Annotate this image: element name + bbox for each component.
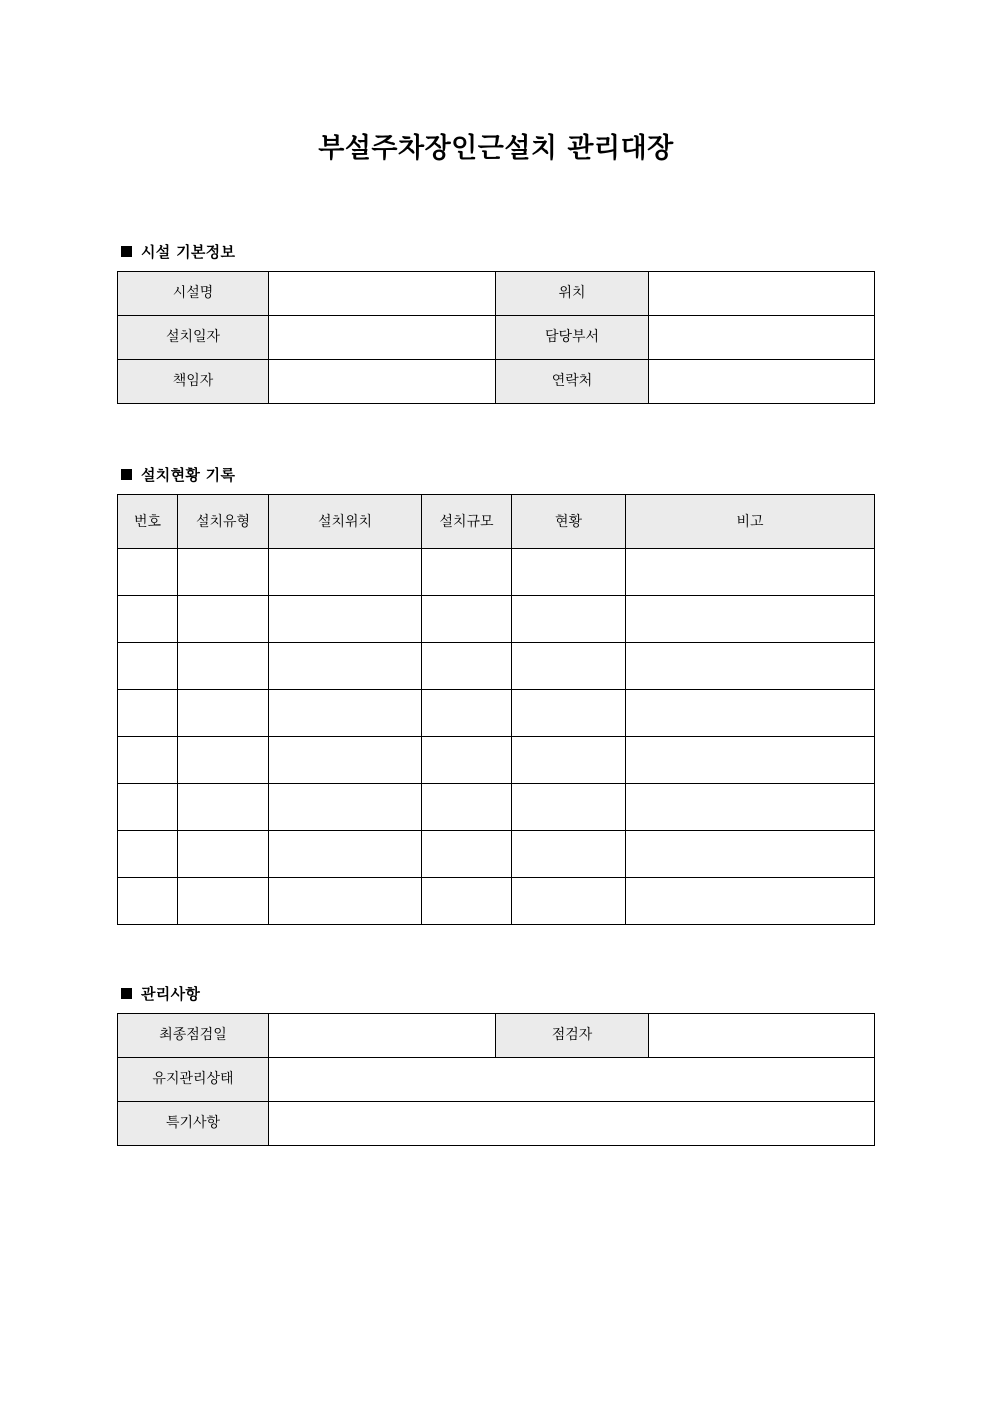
cell-install-scale[interactable] xyxy=(422,689,512,736)
section-facility-basic-info xyxy=(117,241,875,404)
field-label-manager: 책임자 xyxy=(118,359,269,403)
table-row xyxy=(118,1057,875,1101)
cell-install-scale[interactable] xyxy=(422,548,512,595)
table-row xyxy=(118,642,875,689)
spacer-before-section-2 xyxy=(117,404,875,464)
field-value-contact[interactable] xyxy=(649,359,875,403)
square-bullet-icon xyxy=(121,988,132,999)
field-label-install-date: 설치일자 xyxy=(118,315,269,359)
cell-status[interactable] xyxy=(512,736,626,783)
column-header-remarks: 비고 xyxy=(626,494,875,548)
cell-remarks[interactable] xyxy=(626,548,875,595)
cell-install-location[interactable] xyxy=(269,783,422,830)
cell-install-location[interactable] xyxy=(269,877,422,924)
cell-install-scale[interactable] xyxy=(422,877,512,924)
cell-number[interactable] xyxy=(118,689,178,736)
cell-install-location[interactable] xyxy=(269,830,422,877)
cell-number[interactable] xyxy=(118,548,178,595)
table-row xyxy=(118,1101,875,1145)
field-value-department[interactable] xyxy=(649,315,875,359)
section-heading-label: 설치현황 기록 xyxy=(141,465,236,484)
field-value-install-date[interactable] xyxy=(269,315,496,359)
cell-install-type[interactable] xyxy=(178,877,269,924)
section-heading-label: 시설 기본정보 xyxy=(141,242,236,261)
column-header-install-scale: 설치규모 xyxy=(422,494,512,548)
field-label-last-inspection-date: 최종점검일 xyxy=(118,1013,269,1057)
cell-install-location[interactable] xyxy=(269,689,422,736)
cell-status[interactable] xyxy=(512,642,626,689)
facility-basic-info-table xyxy=(117,271,875,404)
field-label-maintenance-condition: 유지관리상태 xyxy=(118,1057,269,1101)
table-row xyxy=(118,783,875,830)
cell-status[interactable] xyxy=(512,548,626,595)
cell-status[interactable] xyxy=(512,783,626,830)
field-label-special-notes: 특기사항 xyxy=(118,1101,269,1145)
cell-install-scale[interactable] xyxy=(422,595,512,642)
table-row xyxy=(118,315,875,359)
cell-install-type[interactable] xyxy=(178,830,269,877)
table-row xyxy=(118,271,875,315)
cell-install-scale[interactable] xyxy=(422,642,512,689)
cell-remarks[interactable] xyxy=(626,783,875,830)
field-label-contact: 연락처 xyxy=(496,359,649,403)
column-header-status: 현황 xyxy=(512,494,626,548)
section-management-matters xyxy=(117,983,875,1146)
field-value-special-notes[interactable] xyxy=(269,1101,875,1145)
spacer-before-section-3 xyxy=(117,925,875,983)
spacer-before-section-1 xyxy=(117,166,875,241)
installation-status-record-table xyxy=(117,494,875,925)
field-value-location[interactable] xyxy=(649,271,875,315)
column-header-number: 번호 xyxy=(118,494,178,548)
table-row xyxy=(118,877,875,924)
field-label-department: 담당부서 xyxy=(496,315,649,359)
cell-install-location[interactable] xyxy=(269,736,422,783)
cell-install-scale[interactable] xyxy=(422,736,512,783)
table-row xyxy=(118,830,875,877)
column-header-install-location: 설치위치 xyxy=(269,494,422,548)
cell-remarks[interactable] xyxy=(626,689,875,736)
cell-number[interactable] xyxy=(118,783,178,830)
cell-status[interactable] xyxy=(512,830,626,877)
section-heading-installation-status-record xyxy=(121,464,875,485)
cell-install-type[interactable] xyxy=(178,736,269,783)
field-value-maintenance-condition[interactable] xyxy=(269,1057,875,1101)
cell-install-type[interactable] xyxy=(178,548,269,595)
field-value-facility-name[interactable] xyxy=(269,271,496,315)
cell-install-location[interactable] xyxy=(269,642,422,689)
section-heading-label: 관리사항 xyxy=(141,984,201,1003)
field-value-last-inspection-date[interactable] xyxy=(269,1013,496,1057)
table-header-row xyxy=(118,494,875,548)
cell-install-scale[interactable] xyxy=(422,783,512,830)
table-row xyxy=(118,736,875,783)
page-title: 부설주차장인근설치 관리대장 xyxy=(318,133,674,164)
section-heading-facility-basic-info xyxy=(121,241,875,262)
field-value-manager[interactable] xyxy=(269,359,496,403)
cell-install-type[interactable] xyxy=(178,595,269,642)
column-header-install-type: 설치유형 xyxy=(178,494,269,548)
field-label-inspector: 점검자 xyxy=(496,1013,649,1057)
field-label-facility-name: 시설명 xyxy=(118,271,269,315)
cell-install-type[interactable] xyxy=(178,642,269,689)
table-row xyxy=(118,1013,875,1057)
cell-number[interactable] xyxy=(118,736,178,783)
cell-status[interactable] xyxy=(512,689,626,736)
section-installation-status-record xyxy=(117,464,875,925)
cell-number[interactable] xyxy=(118,642,178,689)
cell-number[interactable] xyxy=(118,830,178,877)
cell-remarks[interactable] xyxy=(626,830,875,877)
cell-install-type[interactable] xyxy=(178,783,269,830)
cell-number[interactable] xyxy=(118,877,178,924)
cell-remarks[interactable] xyxy=(626,595,875,642)
field-value-inspector[interactable] xyxy=(649,1013,875,1057)
square-bullet-icon xyxy=(121,246,132,257)
cell-install-location[interactable] xyxy=(269,595,422,642)
cell-install-location[interactable] xyxy=(269,548,422,595)
table-row xyxy=(118,548,875,595)
cell-remarks[interactable] xyxy=(626,877,875,924)
management-matters-table xyxy=(117,1013,875,1146)
cell-install-scale[interactable] xyxy=(422,830,512,877)
section-heading-management-matters xyxy=(121,983,875,1004)
cell-status[interactable] xyxy=(512,877,626,924)
field-label-location: 위치 xyxy=(496,271,649,315)
cell-status[interactable] xyxy=(512,595,626,642)
cell-install-type[interactable] xyxy=(178,689,269,736)
cell-remarks[interactable] xyxy=(626,642,875,689)
cell-remarks[interactable] xyxy=(626,736,875,783)
table-row xyxy=(118,595,875,642)
cell-number[interactable] xyxy=(118,595,178,642)
square-bullet-icon xyxy=(121,469,132,480)
table-row xyxy=(118,689,875,736)
table-row xyxy=(118,359,875,403)
